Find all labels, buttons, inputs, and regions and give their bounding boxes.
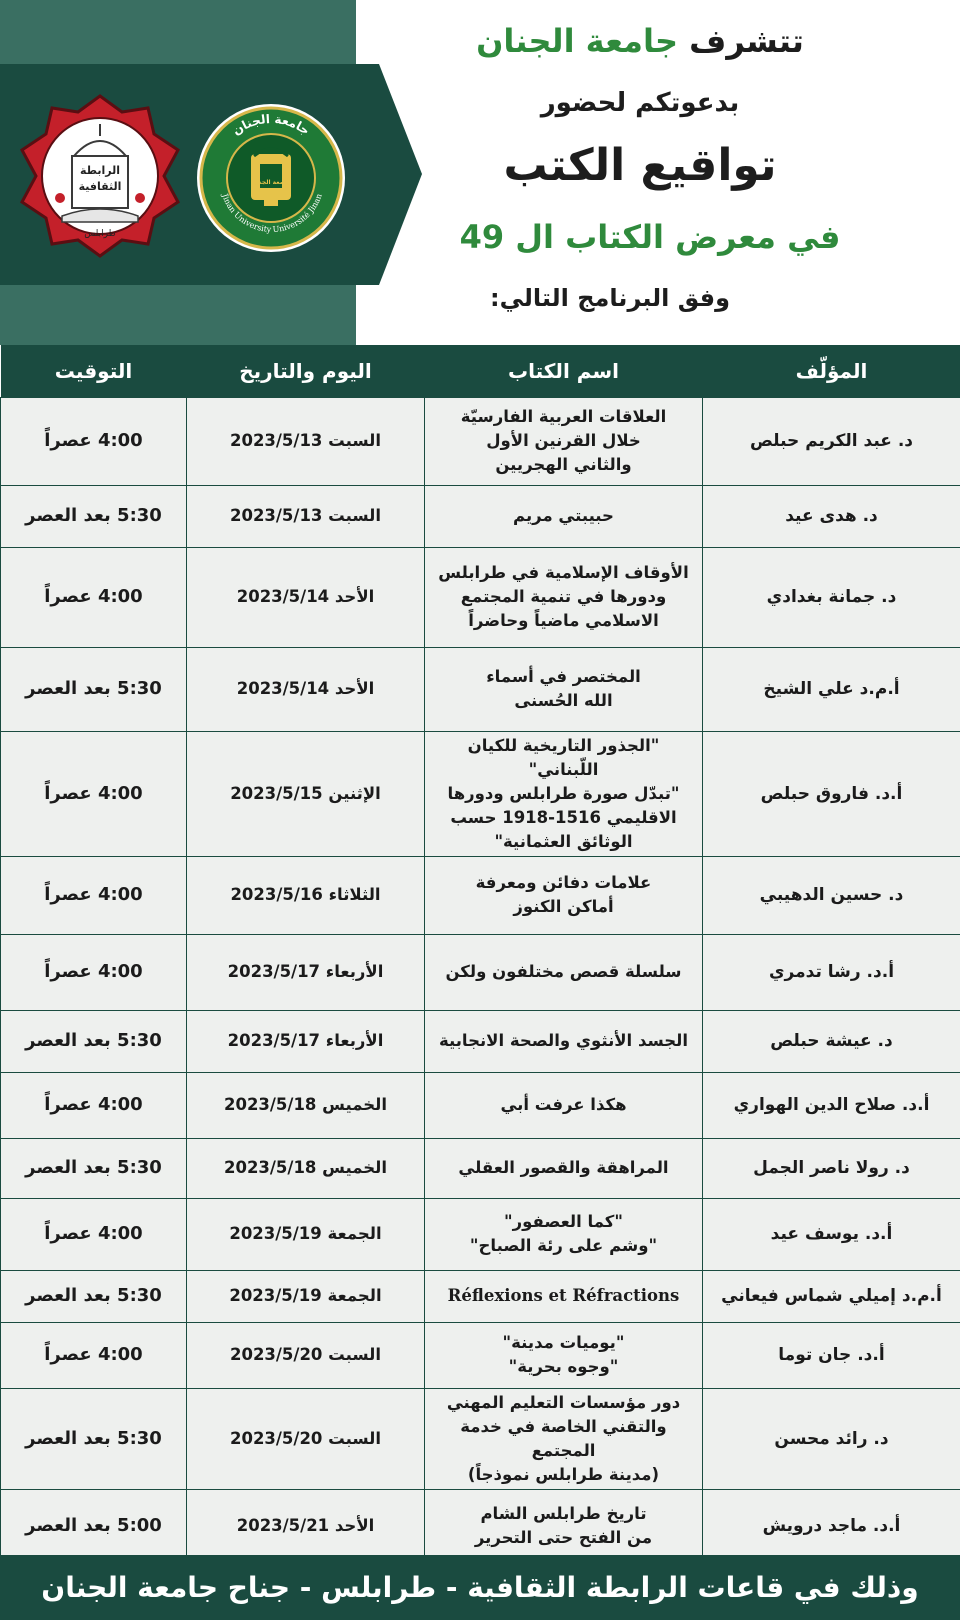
book-cell: Réflexions et Réfractions [425, 1270, 703, 1322]
book-cell: الجسد الأنثوي والصحة الانجابية [425, 1010, 703, 1072]
table-row [1, 1072, 960, 1138]
author-cell: أ.م.د إميلي شماس فيعاني [703, 1270, 960, 1322]
book-cell: علامات دفائن ومعرفة أماكن الكنوز [425, 856, 703, 934]
time-cell: 4:00 عصراً [1, 934, 187, 1010]
table-row [1, 485, 960, 547]
table-row [1, 1322, 960, 1388]
footer [0, 1555, 960, 1620]
svg-text:الثقافية: الثقافية [78, 180, 122, 193]
header-author: المؤلّف [795, 358, 868, 383]
table-row [1, 934, 960, 1010]
intro-line [430, 22, 850, 60]
book-cell: المختصر في أسماء الله الحُسنى [425, 647, 703, 731]
time-cell: 5:30 بعد العصر [1, 1388, 187, 1489]
svg-text:Jinan University: Jinan University [220, 192, 272, 235]
intro-prefix: تتشرف [689, 22, 804, 60]
exhibition-line: في معرض الكتاب ال 49 [459, 218, 841, 256]
header-time: التوقيت [54, 358, 133, 383]
invitation-line: بدعوتكم لحضور [540, 88, 740, 118]
book-cell: تاريخ طرابلس الشام من الفتح حتى التحرير [425, 1489, 703, 1563]
book-cell: "كما العصفور" "وشم على رئة الصباح" [425, 1198, 703, 1270]
svg-text:جامعة الجنان: جامعة الجنان [229, 111, 313, 138]
table-row [1, 1138, 960, 1198]
schedule-body [1, 397, 960, 1563]
author-cell: د. عبد الكريم حبلص [703, 397, 960, 485]
book-cell: العلاقات العربية الفارسيّة خلال القرنين الأول والثاني الهجريين [425, 397, 703, 485]
header [0, 0, 960, 345]
time-cell: 5:30 بعد العصر [1, 1270, 187, 1322]
date-cell: الثلاثاء 2023/5/16 [187, 856, 425, 934]
svg-text:الرابطة: الرابطة [79, 164, 121, 177]
author-cell: د. رولا ناصر الجمل [703, 1138, 960, 1198]
date-cell: السبت 2023/5/20 [187, 1388, 425, 1489]
date-cell: الأربعاء 2023/5/17 [187, 934, 425, 1010]
time-cell: 5:30 بعد العصر [1, 1138, 187, 1198]
table-row [1, 397, 960, 485]
author-cell: أ.د. صلاح الدين الهواري [703, 1072, 960, 1138]
jinan-university-seal-icon [194, 98, 348, 258]
author-cell: د. حسين الدهيبي [703, 856, 960, 934]
date-cell: السبت 2023/5/20 [187, 1322, 425, 1388]
date-cell: الأحد 2023/5/14 [187, 547, 425, 647]
time-cell: 4:00 عصراً [1, 547, 187, 647]
author-cell: أ.د. جان توما [703, 1322, 960, 1388]
time-cell: 4:00 عصراً [1, 1322, 187, 1388]
time-cell: 4:00 عصراً [1, 731, 187, 856]
signing-schedule-table [0, 345, 960, 1564]
author-cell: أ.د. فاروق حبلص [703, 731, 960, 856]
date-cell: الخميس 2023/5/18 [187, 1138, 425, 1198]
table-row [1, 1010, 960, 1072]
table-row [1, 1270, 960, 1322]
book-cell: دور مؤسسات التعليم المهني والتقني الخاصة في خدمة المجتمع (مدينة طرابلس نموذجاً) [425, 1388, 703, 1489]
date-cell: الخميس 2023/5/18 [187, 1072, 425, 1138]
time-cell: 5:30 بعد العصر [1, 485, 187, 547]
date-cell: الأربعاء 2023/5/17 [187, 1010, 425, 1072]
table-row [1, 856, 960, 934]
date-cell: الإثنين 2023/5/15 [187, 731, 425, 856]
time-cell: 4:00 عصراً [1, 1072, 187, 1138]
date-cell: الجمعة 2023/5/19 [187, 1198, 425, 1270]
schedule-header [1, 345, 960, 397]
table-row [1, 547, 960, 647]
header-row [1, 345, 960, 397]
university-name: جامعة الجنان [476, 22, 679, 60]
author-cell: د. جمانة بغدادي [703, 547, 960, 647]
author-cell: د. رائد محسن [703, 1388, 960, 1489]
table-row [1, 647, 960, 731]
date-cell: الجمعة 2023/5/19 [187, 1270, 425, 1322]
time-cell: 5:00 بعد العصر [1, 1489, 187, 1563]
header-date: اليوم والتاريخ [239, 358, 372, 383]
table-row [1, 1388, 960, 1489]
time-cell: 4:00 عصراً [1, 397, 187, 485]
time-cell: 5:30 بعد العصر [1, 1010, 187, 1072]
book-cell: هكذا عرفت أبي [425, 1072, 703, 1138]
book-cell: المراهقة والقصور العقلي [425, 1138, 703, 1198]
book-cell: الأوقاف الإسلامية في طرابلس ودورها في تنمية المجتمع الاسلامي ماضياً وحاضراً [425, 547, 703, 647]
svg-text:طرابلس: طرابلس [84, 229, 116, 239]
date-cell: السبت 2023/5/13 [187, 397, 425, 485]
event-title: تواقيع الكتب [503, 140, 777, 191]
program-line: وفق البرنامج التالي: [489, 284, 731, 312]
table-row [1, 1489, 960, 1563]
book-cell: "الجذور التاريخية للكيان اللّبناني" "تبدّل صورة طرابلس ودورها الاقليمي 1516-1918 حسب الوثائق العثمانية" [425, 731, 703, 856]
date-cell: الأحد 2023/5/21 [187, 1489, 425, 1563]
book-cell: "يوميات مدينة" "وجوه بحرية" [425, 1322, 703, 1388]
header-book: اسم الكتاب [508, 358, 619, 383]
table-row [1, 731, 960, 856]
time-cell: 4:00 عصراً [1, 856, 187, 934]
author-cell: أ.د. ماجد درويش [703, 1489, 960, 1563]
svg-text:Université Jinan: Université Jinan [272, 192, 324, 235]
author-cell: أ.د. رشا تدمري [703, 934, 960, 1010]
book-cell: حبيبتي مريم [425, 485, 703, 547]
time-cell: 4:00 عصراً [1, 1198, 187, 1270]
svg-text:جامعة الجنان: جامعة الجنان [252, 179, 290, 186]
table-row [1, 1198, 960, 1270]
rabita-logo-icon [14, 90, 186, 262]
author-cell: د. هدى عيد [703, 485, 960, 547]
venue-line: وذلك في قاعات الرابطة الثقافية - طرابلس - جناح جامعة الجنان [41, 1571, 919, 1604]
author-cell: د. عيشة حبلص [703, 1010, 960, 1072]
date-cell: الأحد 2023/5/14 [187, 647, 425, 731]
date-cell: السبت 2023/5/13 [187, 485, 425, 547]
author-cell: أ.م.د علي الشيخ [703, 647, 960, 731]
author-cell: أ.د. يوسف عيد [703, 1198, 960, 1270]
time-cell: 5:30 بعد العصر [1, 647, 187, 731]
book-cell: سلسلة قصص مختلفون ولكن [425, 934, 703, 1010]
